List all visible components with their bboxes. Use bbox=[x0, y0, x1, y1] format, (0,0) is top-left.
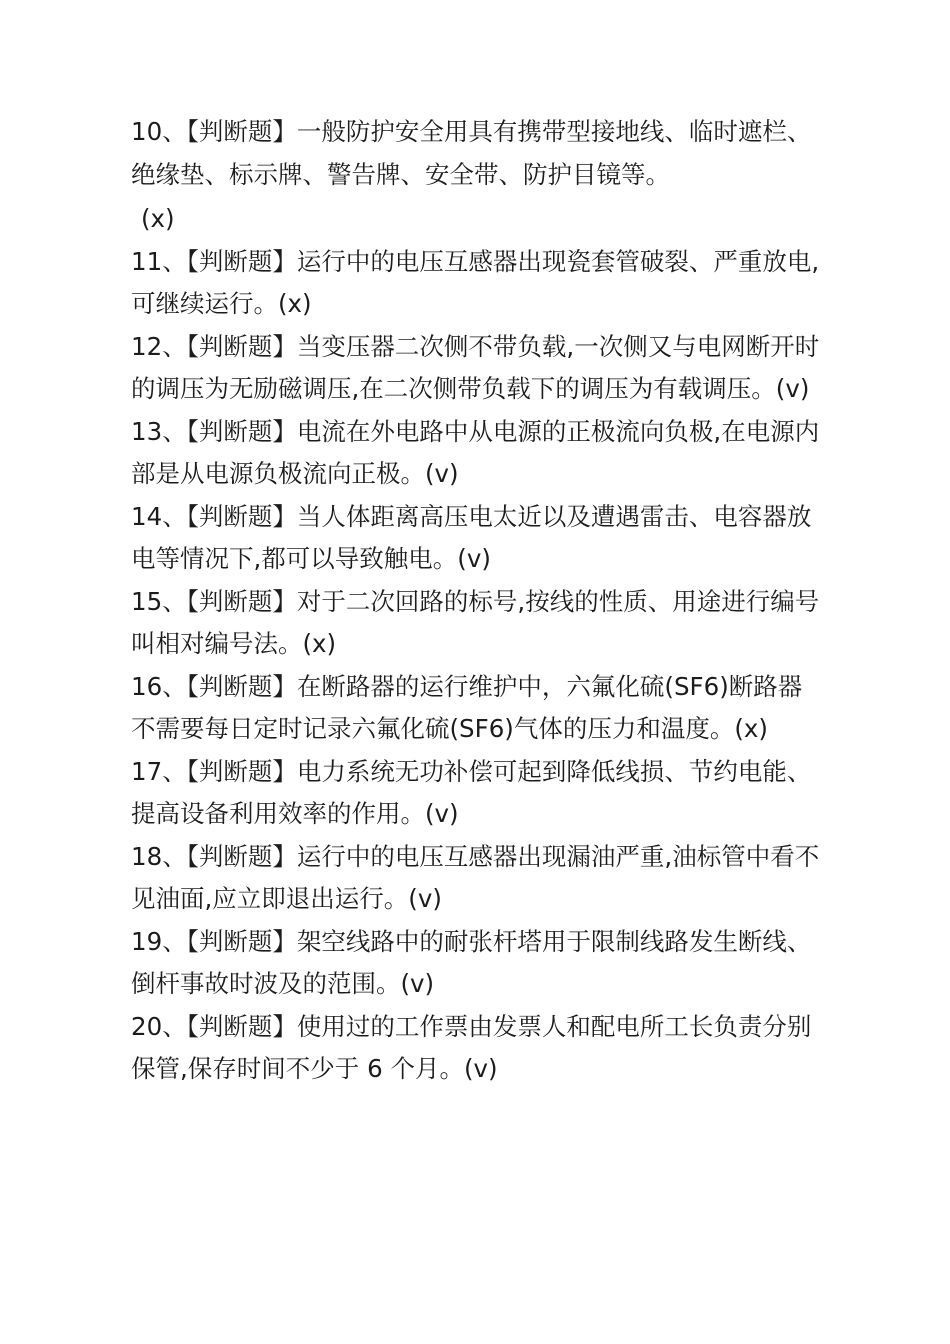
question-item bbox=[131, 326, 823, 411]
question-answer: (v) bbox=[457, 544, 491, 573]
question-answer: (v) bbox=[400, 969, 435, 998]
question-text: 、【判断题】电流在外电路中从电源的正极流向负极,在电源内部是从电源负极流向正极。 bbox=[131, 416, 820, 488]
question-number: 12 bbox=[131, 331, 163, 361]
question-text: 、【判断题】在断路器的运行维护中，六氟化硫(SF6)断路器不需要每日定时记录六氟化硫(SF6)气体的压力和温度。 bbox=[131, 671, 803, 743]
question-item bbox=[131, 921, 823, 1006]
question-text: 、【判断题】当变压器二次侧不带负载,一次侧又与电网断开时的调压为无励磁调压,在二次侧带负载下的调压为有载调压。 bbox=[131, 331, 820, 403]
question-text: 、【判断题】一般防护安全用具有携带型接地线、临时遮栏、绝缘垫、标示牌、警告牌、安全带、防护目镜等。 bbox=[131, 117, 812, 189]
question-item bbox=[131, 241, 823, 326]
question-text: 、【判断题】当人体距离高压电太近以及遭遇雷击、电容器放电等情况下,都可以导致触电。 bbox=[131, 501, 812, 573]
question-item bbox=[131, 666, 823, 751]
question-number: 10 bbox=[131, 117, 163, 146]
question-answer-line bbox=[131, 198, 823, 241]
question-text: 、【判断题】对于二次回路的标号,按线的性质、用途进行编号叫相对编号法。 bbox=[131, 586, 820, 658]
question-answer: (v) bbox=[408, 884, 442, 913]
question-item bbox=[131, 411, 823, 496]
question-number: 20 bbox=[131, 1011, 163, 1041]
question-text: 、【判断题】使用过的工作票由发票人和配电所工长负责分别保管,保存时间不少于 6 个月。 bbox=[131, 1011, 812, 1083]
question-number: 13 bbox=[131, 416, 163, 446]
question-number: 15 bbox=[131, 586, 163, 616]
question-answer: (v) bbox=[425, 459, 459, 488]
question-number: 11 bbox=[131, 246, 163, 276]
question-number: 16 bbox=[131, 671, 163, 701]
question-answer: (v) bbox=[775, 374, 810, 403]
question-number: 18 bbox=[131, 841, 163, 871]
question-number: 17 bbox=[131, 756, 163, 786]
question-answer: (x) bbox=[278, 289, 312, 318]
question-text: 、【判断题】架空线路中的耐张杆塔用于限制线路发生断线、倒杆事故时波及的范围。 bbox=[131, 926, 812, 998]
question-item bbox=[131, 751, 823, 836]
question-item bbox=[131, 581, 823, 666]
question-answer: (x) bbox=[302, 629, 337, 658]
question-answer: (v) bbox=[425, 799, 459, 828]
question-text: 、【判断题】运行中的电压互感器出现漏油严重,油标管中看不见油面,应立即退出运行。 bbox=[131, 841, 820, 913]
question-text: 、【判断题】运行中的电压互感器出现瓷套管破裂、严重放电,可继续运行。 bbox=[131, 246, 820, 318]
question-list bbox=[131, 111, 823, 1091]
question-text: 、【判断题】电力系统无功补偿可起到降低线损、节约电能、提高设备利用效率的作用。 bbox=[131, 756, 812, 828]
question-number: 14 bbox=[131, 501, 163, 531]
question-answer: (x) bbox=[734, 714, 768, 743]
question-answer: (x) bbox=[141, 204, 175, 233]
question-item bbox=[131, 111, 823, 196]
question-item bbox=[131, 496, 823, 581]
question-item bbox=[131, 1006, 823, 1091]
question-answer: (v) bbox=[463, 1054, 498, 1083]
question-item bbox=[131, 836, 823, 921]
question-number: 19 bbox=[131, 926, 163, 956]
